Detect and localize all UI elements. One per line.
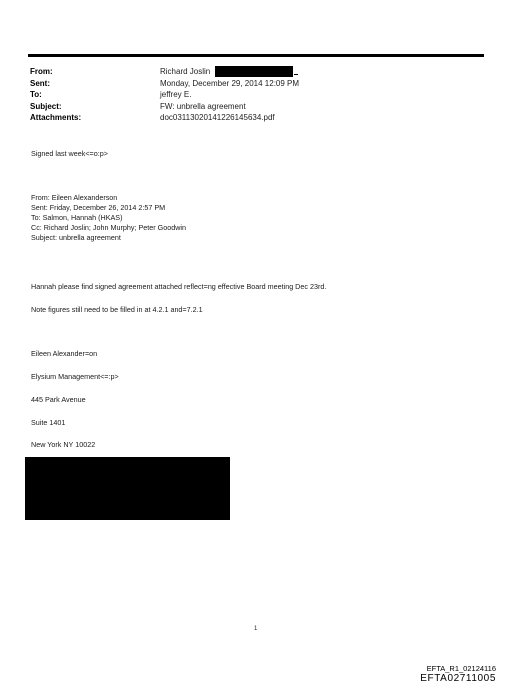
subject-row — [30, 101, 470, 113]
header-rule — [28, 54, 484, 57]
intro-text: Signed last week<=o:p> — [31, 149, 108, 158]
forwarded-header — [31, 193, 186, 243]
to-row — [30, 89, 470, 101]
forwarded-from: From: Eileen Alexanderson — [31, 193, 118, 202]
sent-value: Monday, December 29, 2014 12:09 PM — [160, 78, 300, 88]
page-number: 1 — [254, 626, 258, 632]
from-row — [30, 66, 470, 78]
bates-number-secondary: EFTA02711005 — [420, 673, 496, 684]
from-label: From: — [30, 67, 53, 76]
sent-row — [30, 78, 470, 90]
sent-label: Sent: — [30, 78, 50, 88]
bates-number-primary: EFTA_R1_02124116 — [426, 664, 496, 673]
signature-city: New York NY 10022 — [31, 440, 96, 449]
attachments-label: Attachments: — [30, 113, 82, 122]
email-header — [30, 66, 470, 124]
signature-street: 445 Park Avenue — [31, 395, 86, 404]
message-line-2: Note figures still need to be filled in at 4.2.1 and=7.2.1 — [31, 305, 203, 314]
forwarded-to: To: Salmon, Hannah (HKAS) — [31, 213, 123, 222]
forwarded-cc: Cc: Richard Joslin; John Murphy; Peter Goodwin — [31, 223, 186, 232]
forwarded-sent: Sent: Friday, December 26, 2014 2:57 PM — [31, 203, 166, 212]
forwarded-subject: Subject: unbrella agreement — [31, 233, 121, 242]
attachment-filename[interactable]: doc03113020141226145634.pdf — [160, 113, 275, 122]
subject-value: FW: unbrella agreement — [160, 101, 246, 111]
redaction-block — [25, 457, 230, 520]
to-value: jeffrey E. — [160, 90, 192, 99]
signature-name: Eileen Alexander=on — [31, 349, 98, 358]
signature-suite: Suite 1401 — [31, 418, 66, 427]
message-line-1: Hannah please find signed agreement attached reflect=ng effective Board meeting Dec 23rd. — [31, 282, 327, 291]
from-name: Richard Joslin — [160, 67, 211, 76]
signature-company: Elysium Management<=:p> — [31, 372, 119, 381]
to-label: To: — [30, 90, 42, 99]
redaction-bar — [215, 66, 293, 77]
attachments-row — [30, 112, 470, 124]
subject-label: Subject: — [30, 101, 62, 111]
from-value — [160, 66, 298, 78]
redaction-tick — [294, 74, 298, 75]
